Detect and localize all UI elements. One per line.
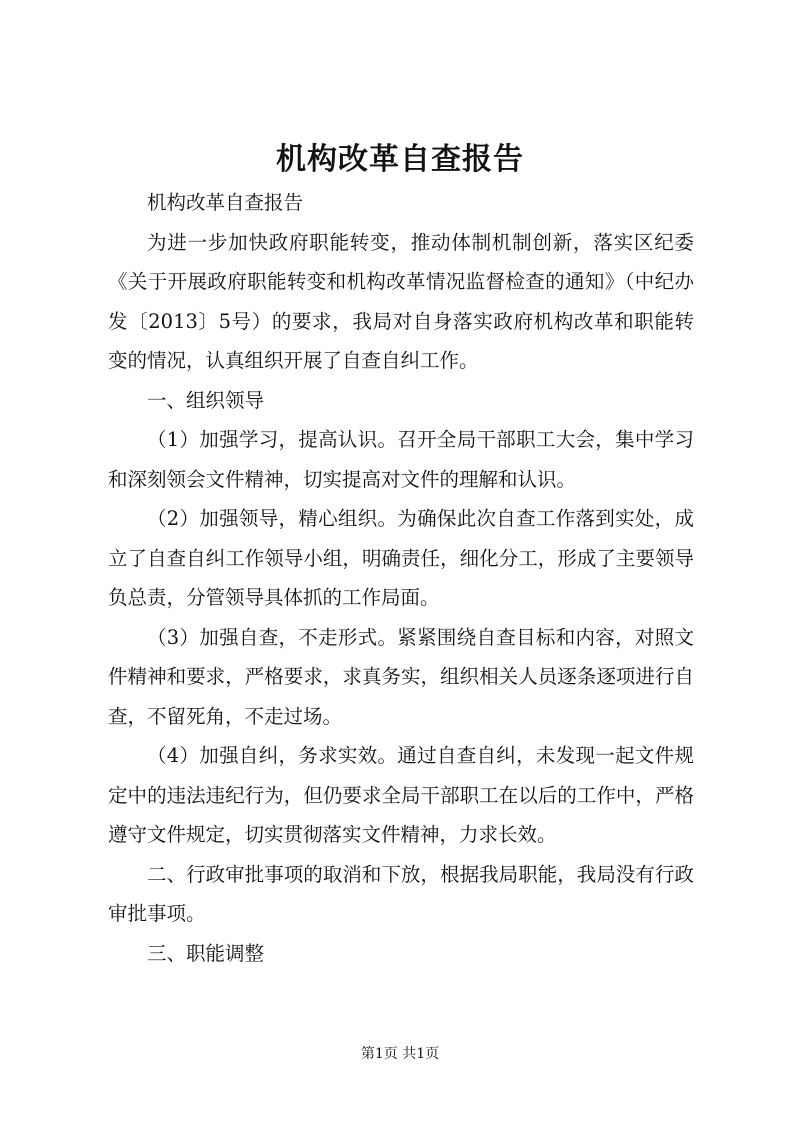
section-heading-1: 一、组织领导 — [147, 388, 265, 412]
paragraph-subtitle: 机构改革自查报告 — [147, 191, 304, 214]
paragraph-item-4: （4）加强自纠，务求实效。通过自查自纠，未发现一起文件规定中的违法违纪行为，但仍要求全局干部职工在以后的工作中，严格遵守文件规定，切实贯彻落实文件精神，力求长效。 — [108, 744, 694, 846]
page-footer: 第1页 共1页 — [360, 1046, 440, 1062]
paragraph-item-3: （3）加强自查，不走形式。紧紧围绕自查目标和内容，对照文件精神和要求，严格要求，求真务实，组织相关人员逐条逐项进行自查，不留死角，不走过场。 — [108, 625, 694, 728]
paragraph-item-2: （2）加强领导，精心组织。为确保此次自查工作落到实处，成立了自查自纠工作领导小组，明确责任，细化分工，形成了主要领导负总责，分管领导具体抓的工作局面。 — [108, 507, 694, 609]
section-heading-3: 三、职能调整 — [147, 941, 265, 965]
document-title: 机构改革自查报告 — [276, 142, 524, 177]
paragraph-intro: 为进一步加快政府职能转变，推动体制机制创新，落实区纪委《关于开展政府职能转变和机构改革情况监督检查的通知》（中纪办发〔2013〕5号）的要求，我局对自身落实政府机构改革和职能转变的情况，认真组织开展了自查自纠工作。 — [108, 230, 694, 372]
section-heading-2: 二、行政审批事项的取消和下放，根据我局职能，我局没有行政审批事项。 — [108, 862, 694, 925]
paragraph-item-1: （1）加强学习，提高认识。召开全局干部职工大会，集中学习和深刻领会文件精神，切实提高对文件的理解和认识。 — [108, 428, 694, 491]
document-body — [108, 183, 694, 973]
